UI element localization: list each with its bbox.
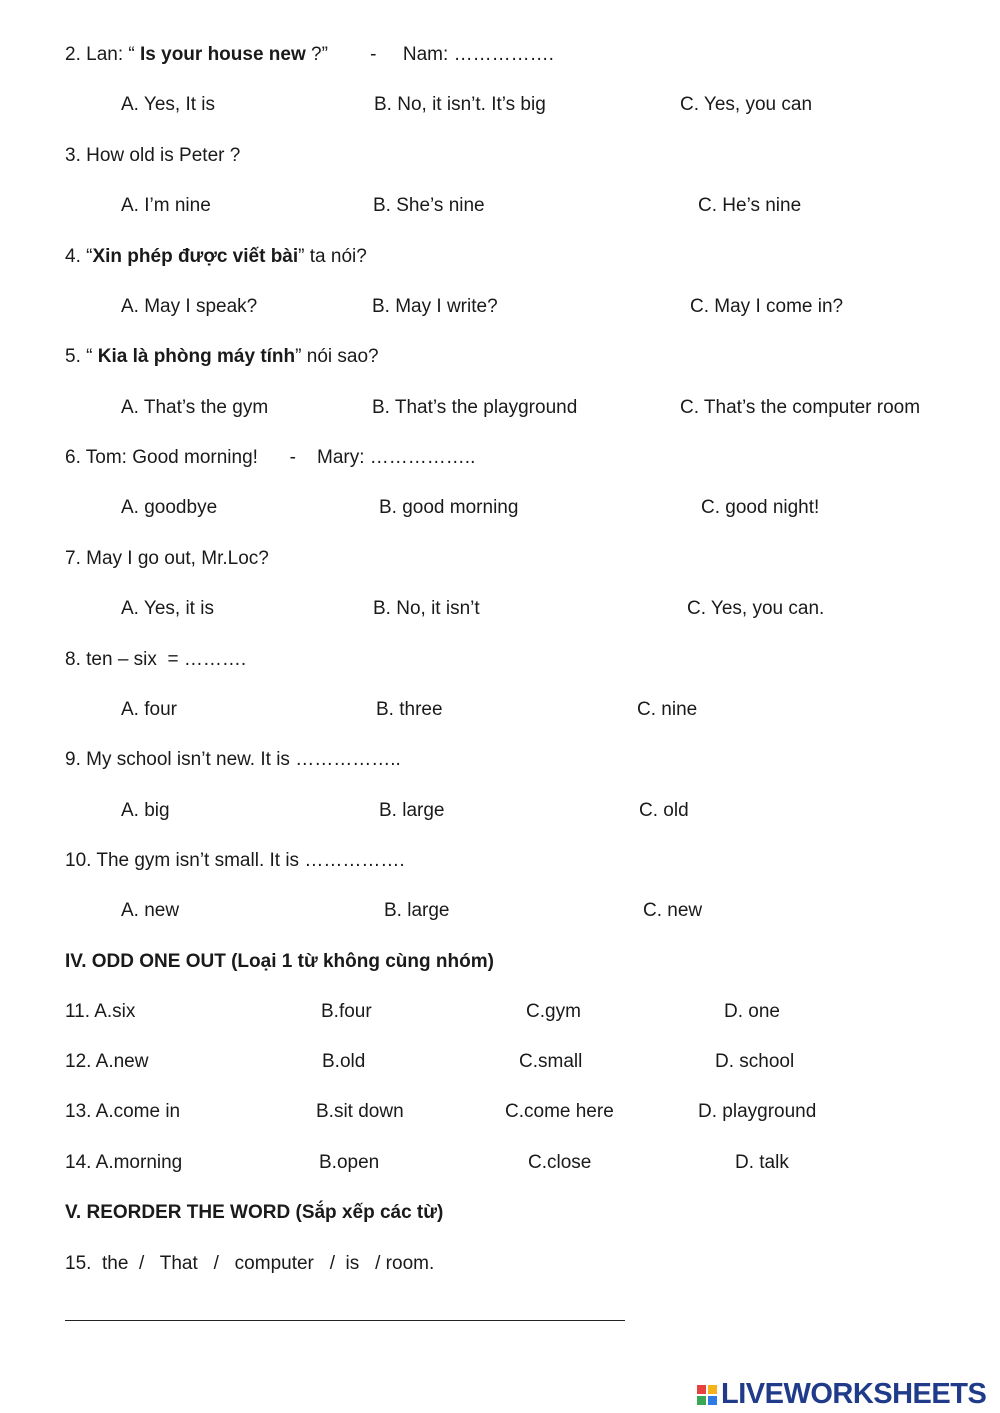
q10-option-c[interactable]: C. new — [643, 900, 703, 921]
section-4-title: IV. ODD ONE OUT (Loại 1 từ không cùng nhóm) — [65, 951, 494, 972]
q11-option-a[interactable]: 11. A.six — [65, 1001, 136, 1022]
q13-option-c[interactable]: C.come here — [505, 1101, 614, 1122]
q10-option-a[interactable]: A. new — [121, 900, 180, 921]
q7-option-b[interactable]: B. No, it isn’t — [373, 598, 480, 619]
logo-mark-icon — [697, 1385, 717, 1405]
liveworksheets-logo — [697, 1378, 986, 1411]
question-7: 7. May I go out, Mr.Loc? — [65, 548, 269, 569]
q11-option-c[interactable]: C.gym — [526, 1001, 581, 1022]
q6-option-b[interactable]: B. good morning — [379, 497, 519, 518]
q12-option-c[interactable]: C.small — [519, 1051, 583, 1072]
q11-option-b[interactable]: B.four — [321, 1001, 372, 1022]
question-3: 3. How old is Peter ? — [65, 145, 241, 166]
q11-option-d[interactable]: D. one — [724, 1001, 780, 1022]
q6-option-a[interactable]: A. goodbye — [121, 497, 218, 518]
q13-option-b[interactable]: B.sit down — [316, 1101, 404, 1122]
q13-option-a[interactable]: 13. A.come in — [65, 1101, 181, 1122]
q4-option-a[interactable]: A. May I speak? — [121, 296, 258, 317]
question-6: 6. Tom: Good morning! - Mary: …………….. — [65, 447, 476, 468]
q12-option-b[interactable]: B.old — [322, 1051, 366, 1072]
q7-option-a[interactable]: A. Yes, it is — [121, 598, 214, 619]
question-10: 10. The gym isn’t small. It is ……………. — [65, 850, 405, 871]
q10-option-b[interactable]: B. large — [384, 900, 450, 921]
q8-option-a[interactable]: A. four — [121, 699, 177, 720]
q8-option-c[interactable]: C. nine — [637, 699, 698, 720]
q6-option-c[interactable]: C. good night! — [701, 497, 820, 518]
logo-text: LIVEWORKSHEETS — [721, 1378, 987, 1410]
section-5-title: V. REORDER THE WORD (Sắp xếp các từ) — [65, 1202, 444, 1223]
q9-option-c[interactable]: C. old — [639, 800, 689, 821]
question-2: 2. Lan: “ Is your house new ?” - Nam: ……………. — [65, 44, 554, 65]
question-8: 8. ten – six = ………. — [65, 649, 247, 670]
question-15: 15. the / That / computer / is / room. — [65, 1253, 435, 1274]
q12-option-a[interactable]: 12. A.new — [65, 1051, 149, 1072]
q7-option-c[interactable]: C. Yes, you can. — [687, 598, 825, 619]
q4-option-b[interactable]: B. May I write? — [372, 296, 498, 317]
q2-option-a[interactable]: A. Yes, It is — [121, 94, 215, 115]
q8-option-b[interactable]: B. three — [376, 699, 443, 720]
q3-option-c[interactable]: C. He’s nine — [698, 195, 802, 216]
q14-option-b[interactable]: B.open — [319, 1152, 380, 1173]
q9-option-a[interactable]: A. big — [121, 800, 170, 821]
question-9: 9. My school isn’t new. It is …………….. — [65, 749, 401, 770]
q13-option-d[interactable]: D. playground — [698, 1101, 817, 1122]
question-4: 4. “Xin phép được viết bài” ta nói? — [65, 246, 367, 267]
q5-option-c[interactable]: C. That’s the computer room — [680, 397, 921, 418]
q14-option-a[interactable]: 14. A.morning — [65, 1152, 183, 1173]
q14-option-c[interactable]: C.close — [528, 1152, 592, 1173]
q5-option-b[interactable]: B. That’s the playground — [372, 397, 578, 418]
q3-option-b[interactable]: B. She’s nine — [373, 195, 485, 216]
answer-line[interactable] — [65, 1320, 625, 1321]
q9-option-b[interactable]: B. large — [379, 800, 445, 821]
q12-option-d[interactable]: D. school — [715, 1051, 795, 1072]
q2-option-b[interactable]: B. No, it isn’t. It’s big — [374, 94, 546, 115]
q14-option-d[interactable]: D. talk — [735, 1152, 789, 1173]
q3-option-a[interactable]: A. I’m nine — [121, 195, 211, 216]
question-5: 5. “ Kia là phòng máy tính” nói sao? — [65, 346, 379, 367]
q4-option-c[interactable]: C. May I come in? — [690, 296, 844, 317]
q2-option-c[interactable]: C. Yes, you can — [680, 94, 813, 115]
q5-option-a[interactable]: A. That’s the gym — [121, 397, 269, 418]
